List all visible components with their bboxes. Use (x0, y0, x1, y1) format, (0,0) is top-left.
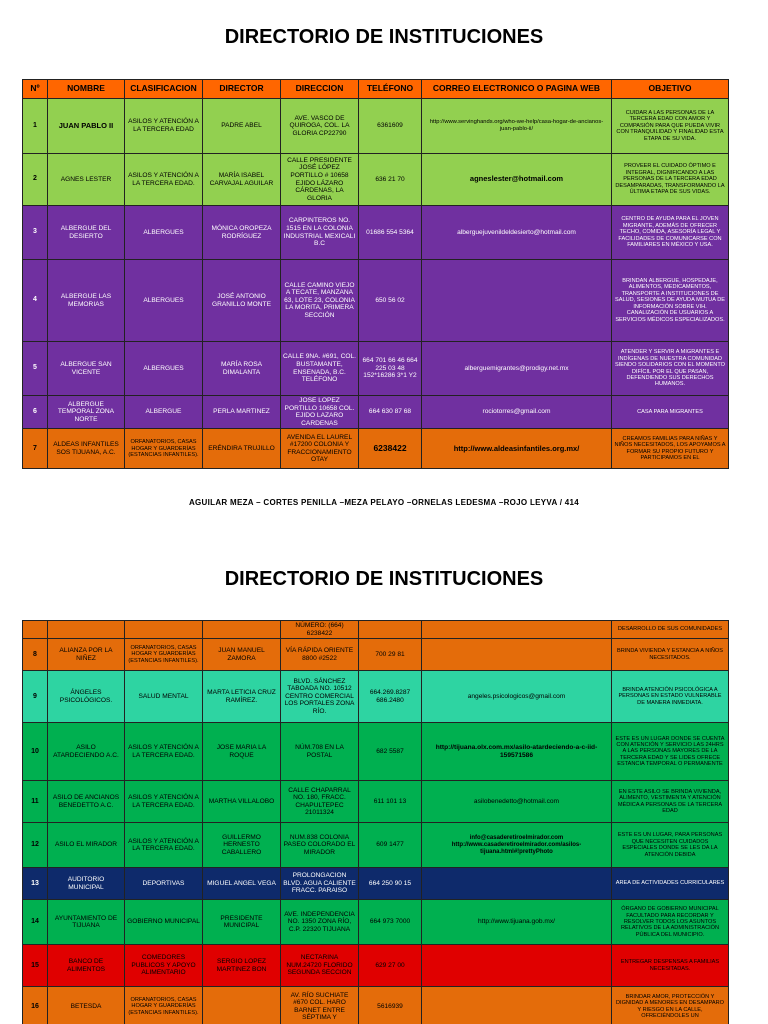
row-number: 10 (23, 723, 48, 781)
address: CALLE CHAPARRAL NO. 180, FRACC. CHAPULTEPEC 21011324 (281, 781, 359, 823)
address: CALLE PRESIDENTE JOSÉ LÓPEZ PORTILLO # 10658 EJIDO LÁZARO CÁRDENAS, LA GLORIA (281, 154, 359, 206)
director-name: PADRE ABEL (203, 99, 281, 154)
institution-name: JUAN PABLO II (48, 99, 125, 154)
website-link[interactable]: http://www.servinghands.org/who-we-help/casa-hogar-de-ancianos-juan-pablo-ii/ (422, 99, 612, 154)
directory-table (22, 620, 729, 1024)
classification: ALBERGUE (125, 396, 203, 429)
email-link[interactable]: asilobenedetto@hotmail.com (422, 781, 612, 823)
objective: BRINDAR AMOR, PROTECCIÓN Y DIGNIDAD A MENORES EN DESAMPARO Y RIESGO EN LA CALLE, OFRECIÉNDOLES UN (612, 987, 729, 1024)
header-objetivo: OBJETIVO (612, 80, 729, 99)
email-link[interactable]: rociotorres@gmail.com (422, 396, 612, 429)
table-row (23, 900, 729, 945)
phone: 611 101 13 (359, 781, 422, 823)
table-row (23, 396, 729, 429)
classification: SALUD MENTAL (125, 671, 203, 723)
phone: 650 56 02 (359, 260, 422, 342)
row-number: 5 (23, 342, 48, 396)
classification: ALBERGUES (125, 206, 203, 260)
institution-name: BANCO DE ALIMENTOS (48, 945, 125, 987)
phone: 01686 554 5364 (359, 206, 422, 260)
objective: ATENDER Y SERVIR A MIGRANTES E INDÍGENAS DE NUESTRA COMUNIDAD SIENDO SOLIDARIOS CON EL MOMENTO DIFÍCIL POR EL QUE PASAN, DEFENDIENDO SUS DERECHOS HUMANOS. (612, 342, 729, 396)
address: NÚM.708 EN LA POSTAL (281, 723, 359, 781)
classification: ALBERGUES (125, 260, 203, 342)
email-link[interactable]: alberguemigrantes@prodigy.net.mx (422, 342, 612, 396)
objective: ESTE ES UN LUGAR DONDE SE CUENTA CON ATENCIÓN Y SERVICIO LAS 24HRS A LAS PERSONAS MAYORES DE LA TERCERA EDAD Y SE LIDES OFRECE ESTANCIA TEMPORAL O PERMANENTE (612, 723, 729, 781)
row-number: 7 (23, 429, 48, 469)
address: AVENIDA EL LAUREL #17200 COLONIA Y FRACCIONAMIENTO OTAY (281, 429, 359, 469)
table-row (23, 823, 729, 868)
address: CARPINTEROS NO. 1515 EN LA COLONIA INDUSTRIAL MEXICALI B.C (281, 206, 359, 260)
phone: 664 973 7000 (359, 900, 422, 945)
phone: 700 29 81 (359, 639, 422, 671)
phone: 6238422 (359, 429, 422, 469)
director-name: MARTA LETICIA CRUZ RAMÍREZ. (203, 671, 281, 723)
row-number: 9 (23, 671, 48, 723)
header-telefono: TELÉFONO (359, 80, 422, 99)
institution-name: ASILO DE ANCIANOS BENEDETTO A.C. (48, 781, 125, 823)
header-nombre: NOMBRE (48, 80, 125, 99)
table-row (23, 429, 729, 469)
authors-footer: AGUILAR MEZA – CORTES PENILLA –MEZA PELAYO –ORNELAS LEDESMA –ROJO LEYVA / 414 (188, 498, 580, 507)
institution-name: ASILO EL MIRADOR (48, 823, 125, 868)
institution-name: AGNES LESTER (48, 154, 125, 206)
objective: BRINDA VIVIENDA Y ESTANCIA A NIÑOS NECESITADOS. (612, 639, 729, 671)
email-link[interactable]: alberguejuvenildeldesierto@hotmail.com (422, 206, 612, 260)
classification: ORFANATORIOS, CASAS HOGAR Y GUARDERÍAS (ESTANCIAS INFANTILES). (125, 987, 203, 1024)
director-name: PERLA MARTINEZ (203, 396, 281, 429)
objective: CENTRO DE AYUDA PARA EL JOVEN MIGRANTE, ADEMÁS DE OFRECER TECHO, COMIDA, ASESORÍA LEGAL Y FACILIDADES DE COMUNICARSE CON FAMILIARES EN MÉXICO Y USA. (612, 206, 729, 260)
table-row (23, 987, 729, 1024)
table-header-row (23, 80, 729, 99)
table-row (23, 671, 729, 723)
directory-table (22, 79, 729, 469)
address: AV. RÍO SUCHIATE #670 COL. HARO BARNET ENTRE SÉPTIMA Y (281, 987, 359, 1024)
row-number: 15 (23, 945, 48, 987)
classification: GOBIERNO MUNICIPAL (125, 900, 203, 945)
institution-name: ASILO ATARDECIENDO A.C. (48, 723, 125, 781)
director-name (203, 621, 281, 639)
director-name: MIGUEL ANGEL VEGA (203, 868, 281, 900)
page-title: DIRECTORIO DE INSTITUCIONES (224, 26, 544, 48)
table-row (23, 781, 729, 823)
objective: CREAMOS FAMILIAS PARA NIÑAS Y NIÑOS NECESITADOS, LOS APOYAMOS A FORMAR SU PROPIO FUTURO Y PARTICIPAMOS EN EL (612, 429, 729, 469)
director-name: GUILLERMO HERNESTO CABALLERO (203, 823, 281, 868)
phone: 609 1477 (359, 823, 422, 868)
table-row (23, 723, 729, 781)
phone: 629 27 00 (359, 945, 422, 987)
table-row (23, 99, 729, 154)
objective: BRINDAN ALBERGUE, HOSPEDAJE, ALIMENTOS, MEDICAMENTOS, TRANSPORTE A INSTITUCIONES DE SALUD, SESIONES DE AYUDA MUTUA DE INFORMACIÓN SOBRE VIH. CANALIZACIÓN DE USUARIOS A SERVICIOS MÉDICOS ESPECIALIZADOS. (612, 260, 729, 342)
institution-name: ALBERGUE LAS MEMORIAS (48, 260, 125, 342)
phone: 664 701 66 46 664 225 03 48 152*16286 3*1 Y2 (359, 342, 422, 396)
classification: ASILOS Y ATENCIÓN A LA TERCERA EDAD. (125, 723, 203, 781)
classification: ASILOS Y ATENCIÓN A LA TERCERA EDAD (125, 99, 203, 154)
classification: COMEDORES PUBLICOS Y APOYO ALIMENTARIO (125, 945, 203, 987)
table-row (23, 868, 729, 900)
page-title: DIRECTORIO DE INSTITUCIONES (224, 568, 544, 590)
director-name: ERÉNDIRA TRUJILLO (203, 429, 281, 469)
website-link (422, 945, 612, 987)
director-name: SERGIO LOPEZ MARTINEZ BON (203, 945, 281, 987)
address: NUM.838 COLONIA PASEO COLORADO EL MIRADOR (281, 823, 359, 868)
director-name: JOSÉ ANTONIO GRANILLO MONTE (203, 260, 281, 342)
address: AVE. INDEPENDENCIA NO. 1350 ZONA RÍO, C.P. 22320 TIJUANA (281, 900, 359, 945)
director-name (203, 987, 281, 1024)
institution-name: ALDEAS INFANTILES SOS TIJUANA, A.C. (48, 429, 125, 469)
website-link[interactable]: http://www.tijuana.gob.mx/ (422, 900, 612, 945)
address: CALLE 9NA. #691, COL. BUSTAMANTE, ENSENADA, B.C. TELÉFONO (281, 342, 359, 396)
row-number: 11 (23, 781, 48, 823)
website-link (422, 639, 612, 671)
header-direccion: DIRECCION (281, 80, 359, 99)
director-name: JUAN MANUEL ZAMORA (203, 639, 281, 671)
row-number: 16 (23, 987, 48, 1024)
classification: ORFANATORIOS, CASAS HOGAR Y GUARDERÍAS (ESTANCIAS INFANTILES). (125, 639, 203, 671)
director-name: JOSE MARIA LA ROQUE (203, 723, 281, 781)
objective: ÓRGANO DE GOBIERNO MUNICIPAL FACULTADO PARA RECORDAR Y RESOLVER TODOS LOS ASUNTOS RELATIVOS DE LA ADMINISTRACIÓN PÚBLICA DEL MUNICIPIO. (612, 900, 729, 945)
address: PROLONGACION BLVD. AGUA CALIENTE FRACC. PARAISO (281, 868, 359, 900)
phone: 664 250 90 15 (359, 868, 422, 900)
phone (359, 621, 422, 639)
classification (125, 621, 203, 639)
objective: ENTREGAR DESPENSAS A FAMILIAS NECESITADAS. (612, 945, 729, 987)
row-number: 8 (23, 639, 48, 671)
website-link[interactable]: info@casaderetiroelmirador.com http://www.casaderetiroelmirador.com/asilos-tijuana.html#!prettyPhoto (422, 823, 612, 868)
address: BLVD. SÁNCHEZ TABOADA NO. 10512 CENTRO COMERCIAL LOS PORTALES ZONA RÍO. (281, 671, 359, 723)
address: VÍA RÁPIDA ORIENTE 8800 #2522 (281, 639, 359, 671)
classification: ASILOS Y ATENCIÓN A LA TERCERA EDAD. (125, 781, 203, 823)
row-number: 14 (23, 900, 48, 945)
address: NÚMERO: (664) 6238422 (281, 621, 359, 639)
row-number (23, 621, 48, 639)
table-row (23, 154, 729, 206)
objective: CUIDAR A LAS PERSONAS DE LA TERCERA EDAD CON AMOR Y COMPASIÓN PARA QUE PUEDA VIVIR CON TRANQUILIDAD Y FINALIDAD ESTA ETAPA DE SU VIDA. (612, 99, 729, 154)
table-row (23, 206, 729, 260)
director-name: MÓNICA OROPEZA RODRÍGUEZ (203, 206, 281, 260)
classification: ASILOS Y ATENCIÓN A LA TERCERA EDAD. (125, 823, 203, 868)
director-name: PRESIDENTE MUNICIPAL (203, 900, 281, 945)
website-link (422, 621, 612, 639)
table-row (23, 639, 729, 671)
objective: BRINDA ATENCIÓN PSICOLÓGICA A PERSONAS EN ESTADO VULNERABLE DE MANERA INMEDIATA. (612, 671, 729, 723)
row-number: 12 (23, 823, 48, 868)
institution-name: ÁNGELES PSICOLÓGICOS. (48, 671, 125, 723)
institution-name: AYUNTAMIENTO DE TIJUANA (48, 900, 125, 945)
phone: 682 5587 (359, 723, 422, 781)
classification: ALBERGUES (125, 342, 203, 396)
classification: DEPORTIVAS (125, 868, 203, 900)
header-director: DIRECTOR (203, 80, 281, 99)
institution-name: ALBERGUE DEL DESIERTO (48, 206, 125, 260)
table-row (23, 342, 729, 396)
phone: 636 21 70 (359, 154, 422, 206)
email-link (422, 260, 612, 342)
phone: 664 630 87 68 (359, 396, 422, 429)
objective: AREA DE ACTIVIDADES CURRICULARES (612, 868, 729, 900)
classification: ASILOS Y ATENCIÓN A LA TERCERA EDAD. (125, 154, 203, 206)
email-link[interactable]: agneslester@hotmail.com (422, 154, 612, 206)
table-row (23, 945, 729, 987)
row-number: 1 (23, 99, 48, 154)
objective: ESTE ES UN LUGAR, PARA PERSONAS QUE NECESITEN CUIDADOS ESPECIALES DONDE SE LES DA LA ATENCIÓN DEBIDA (612, 823, 729, 868)
website-link (422, 868, 612, 900)
director-name: MARÍA ROSA DIMALANTA (203, 342, 281, 396)
objective: DESARROLLO DE SUS COMUNIDADES (612, 621, 729, 639)
director-name: MARÍA ISABEL CARVAJAL AGUILAR (203, 154, 281, 206)
address: CALLE CAMINO VIEJO A TECATE, MANZANA 63, LOTE 23, COLONIA LA MORITA, PRIMERA SECCIÓN (281, 260, 359, 342)
director-name: MARTHA VILLALOBO (203, 781, 281, 823)
phone: 5616939 (359, 987, 422, 1024)
address: JOSE LOPEZ PORTILLO 10658 COL. EJIDO LAZARO CARDENAS (281, 396, 359, 429)
classification: ORFANATORIOS, CASAS HOGAR Y GUARDERÍAS (ESTANCIAS INFANTILES). (125, 429, 203, 469)
website-link[interactable]: http://www.aldeasinfantiles.org.mx/ (422, 429, 612, 469)
email-link[interactable]: angeles.psicologicos@gmail.com (422, 671, 612, 723)
website-link (422, 987, 612, 1024)
objective: EN ESTE ASILO SE BRINDA VIVIENDA, ALIMENTO, VESTIMENTA Y ATENCIÓN MÉDICA A PERSONAS DE LA TERCERA EDAD (612, 781, 729, 823)
website-link[interactable]: http://tijuana.olx.com.mx/asilo-atardeciendo-a-c-iid-159571586 (422, 723, 612, 781)
row-number: 6 (23, 396, 48, 429)
header-correo: CORREO ELECTRONICO O PAGINA WEB (422, 80, 612, 99)
row-number: 3 (23, 206, 48, 260)
objective: CASA PARA MIGRANTES (612, 396, 729, 429)
phone: 664.269.8287 686.2480 (359, 671, 422, 723)
header-clasificacion: CLASIFICACION (125, 80, 203, 99)
phone: 6361609 (359, 99, 422, 154)
institution-name: ALBERGUE TEMPORAL ZONA NORTE (48, 396, 125, 429)
row-number: 4 (23, 260, 48, 342)
institution-name: ALBERGUE SAN VICENTE (48, 342, 125, 396)
institution-name: BETESDA (48, 987, 125, 1024)
institution-name (48, 621, 125, 639)
table-row (23, 260, 729, 342)
address: AVE. VASCO DE QUIROGA, COL. LA GLORIA CP22790 (281, 99, 359, 154)
institution-name: ALIANZA POR LA NIÑEZ (48, 639, 125, 671)
header-num: Nº (23, 80, 48, 99)
row-number: 13 (23, 868, 48, 900)
address: NECTARINA NUM.24720 FLORIDO SEGUNDA SECCION (281, 945, 359, 987)
institution-name: AUDITORIO MUNICIPAL (48, 868, 125, 900)
table-row (23, 621, 729, 639)
objective: PROVEER EL CUIDADO ÓPTIMO E INTEGRAL, DIGNIFICANDO A LAS PERSONAS DE LA TERCERA EDAD DESAMPARADAS, TRANSFORMANDO LA ÚLTIMA ETAPA DE SUS VIDAS. (612, 154, 729, 206)
row-number: 2 (23, 154, 48, 206)
